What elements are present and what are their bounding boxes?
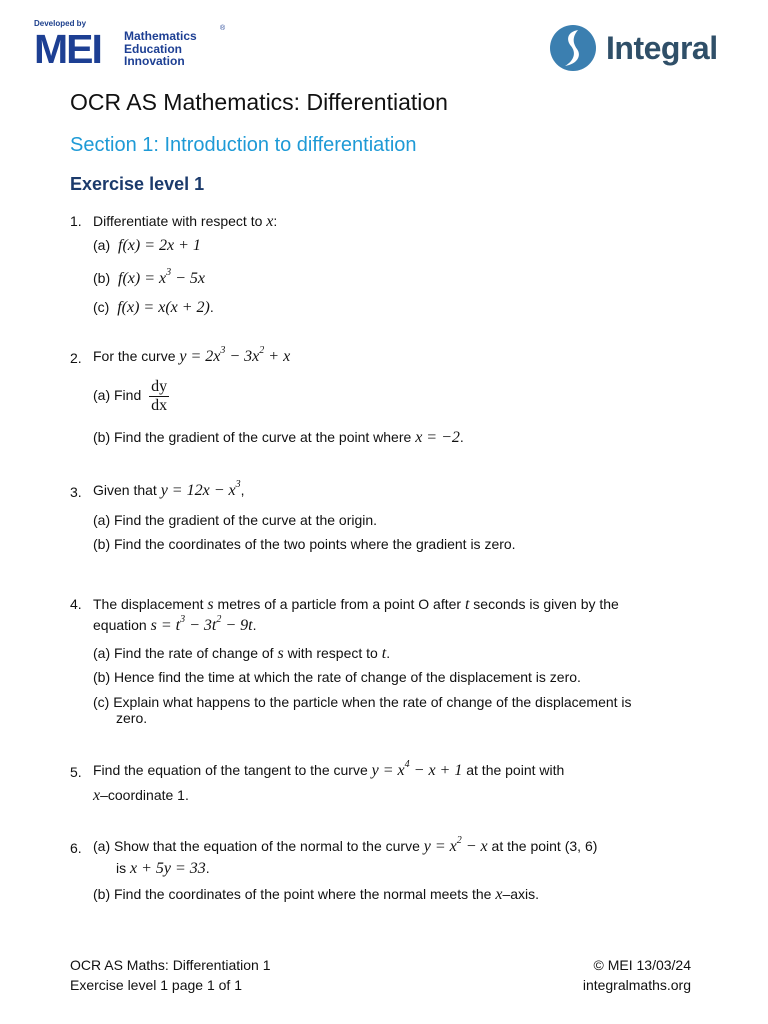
question-stem-line-1: [93, 596, 619, 614]
fraction-denominator: dx: [151, 397, 168, 414]
period: .: [209, 299, 214, 315]
mei-line-2: Education: [124, 41, 183, 56]
part-text: at the point (3, 6): [487, 838, 598, 854]
mei-wordmark: [124, 30, 197, 68]
period: .: [459, 429, 464, 445]
exponent: 3: [166, 266, 172, 278]
question-number: 4.: [70, 596, 82, 612]
expr-part: y = 2x: [179, 348, 221, 365]
question-stem: [93, 478, 245, 500]
question-stem: [93, 344, 291, 366]
footer-left-line-1: OCR AS Maths: Differentiation 1: [70, 957, 271, 973]
math-expression: [423, 834, 488, 855]
question-stem-line-1: [93, 758, 565, 780]
question-number: 5.: [70, 764, 82, 780]
part-label: (a): [93, 237, 111, 253]
variable: x: [495, 886, 503, 903]
stem-text: Differentiate with respect to: [93, 213, 267, 229]
period: .: [205, 860, 210, 876]
math-expression: [160, 478, 241, 499]
part-a: [93, 378, 169, 415]
part-a: [93, 834, 598, 856]
stem-text: For the curve: [93, 348, 180, 364]
period: .: [386, 645, 391, 661]
exponent: 4: [404, 758, 410, 770]
part-c: (c) Explain what happens to the particle when the rate of change of the displacement is: [93, 694, 632, 710]
part-text: with respect to: [283, 645, 382, 661]
mei-line-3: Innovation: [124, 54, 185, 68]
exercise-heading: Exercise level 1: [70, 174, 205, 194]
stem-text: at the point with: [462, 762, 565, 778]
stem-text: Given that: [93, 482, 161, 498]
part-text: (a) Find: [93, 387, 142, 404]
integral-logo: [549, 24, 741, 72]
math-expression: x + 5y = 33: [130, 860, 206, 877]
developed-by-label: Developed by: [34, 19, 87, 28]
exponent: 2: [456, 834, 462, 846]
footer-right-line-2: integralmaths.org: [582, 977, 691, 993]
part-c-continued: zero.: [116, 710, 148, 726]
part-text: –axis.: [502, 886, 540, 902]
question-number: 6.: [70, 840, 82, 856]
expr-part: y = x: [371, 762, 405, 779]
variable: s: [277, 645, 284, 662]
part-a: [93, 645, 390, 663]
part-c: [93, 299, 214, 317]
variable: s: [207, 596, 214, 613]
exponent: 3: [220, 344, 226, 356]
colon: :: [273, 213, 278, 229]
variable: t: [381, 645, 387, 662]
part-b: (b) Find the coordinates of the two points where the gradient is zero.: [93, 536, 516, 552]
question-number: 1.: [70, 213, 82, 229]
derivative-fraction: [149, 378, 169, 415]
expr-part: − 3t: [185, 617, 217, 634]
expr-part: − 3x: [225, 348, 260, 365]
part-label: (b): [93, 270, 111, 286]
expr-part: − x: [461, 838, 488, 855]
math-expression: f(x) = x(x + 2): [117, 299, 210, 316]
part-text: is: [116, 860, 130, 876]
mei-line-1: Mathematics: [124, 29, 197, 43]
expr-part: − x + 1: [409, 762, 463, 779]
math-expression: x = −2: [415, 429, 460, 446]
exponent: 2: [259, 344, 265, 356]
part-label: (c): [93, 299, 110, 315]
exponent: 2: [216, 613, 222, 625]
expr-part: y = x: [423, 838, 457, 855]
comma: ,: [240, 482, 245, 498]
question-number: 3.: [70, 484, 82, 500]
variable: x: [266, 213, 274, 230]
fraction-numerator: dy: [151, 378, 168, 395]
math-expression: [118, 266, 206, 287]
stem-text: seconds is given by the: [469, 596, 619, 612]
stem-text: The displacement: [93, 596, 208, 612]
expr-part: y = 12x − x: [160, 482, 236, 499]
expr-part: + x: [264, 348, 291, 365]
stem-text: Find the equation of the tangent to the curve: [93, 762, 372, 778]
part-b: [93, 429, 464, 447]
registered-mark: ®: [220, 25, 226, 32]
part-text: (b) Find the coordinates of the point where the normal meets the: [93, 886, 496, 902]
part-a-continued: [116, 860, 210, 878]
integral-wordmark: Integral: [606, 30, 718, 66]
part-a: [93, 237, 201, 255]
expr-part: s = t: [150, 617, 181, 634]
part-text: (a) Show that the equation of the normal to the curve: [93, 838, 424, 854]
question-stem: [93, 213, 277, 231]
expr-part: − 5x: [171, 270, 206, 287]
exponent: 3: [235, 478, 241, 490]
stem-text: equation: [93, 617, 151, 633]
part-text: (a) Find the rate of change of: [93, 645, 278, 661]
integral-mark-icon: [549, 24, 597, 72]
part-a: (a) Find the gradient of the curve at the origin.: [93, 512, 378, 528]
mei-logo: [34, 19, 234, 72]
question-stem-line-2: [93, 613, 257, 635]
variable: x: [93, 787, 101, 804]
expr-part: − 9t: [221, 617, 253, 634]
math-expression: [371, 758, 463, 779]
part-b: [93, 266, 206, 288]
stem-text: metres of a particle from a point O after: [213, 596, 465, 612]
part-b: [93, 886, 539, 904]
footer-right-line-1: © MEI 13/03/24: [593, 957, 691, 973]
page-title: OCR AS Mathematics: Differentiation: [70, 89, 448, 115]
math-expression: f(x) = 2x + 1: [118, 237, 201, 254]
footer-left-line-2: Exercise level 1 page 1 of 1: [70, 977, 242, 993]
question-number: 2.: [70, 350, 82, 366]
variable: t: [464, 596, 470, 613]
part-b: (b) Hence find the time at which the rate of change of the displacement is zero.: [93, 669, 581, 685]
period: .: [252, 617, 257, 633]
exponent: 3: [180, 613, 186, 625]
question-stem-line-2: [93, 787, 189, 805]
expr-part: f(x) = x: [118, 270, 167, 287]
math-expression: [179, 344, 291, 365]
part-text: (b) Find the gradient of the curve at the point where: [93, 429, 416, 445]
stem-text: –coordinate 1.: [100, 787, 189, 803]
mei-letters: MEI: [34, 26, 101, 72]
math-expression: [150, 613, 253, 634]
section-heading: Section 1: Introduction to differentiation: [70, 134, 417, 156]
